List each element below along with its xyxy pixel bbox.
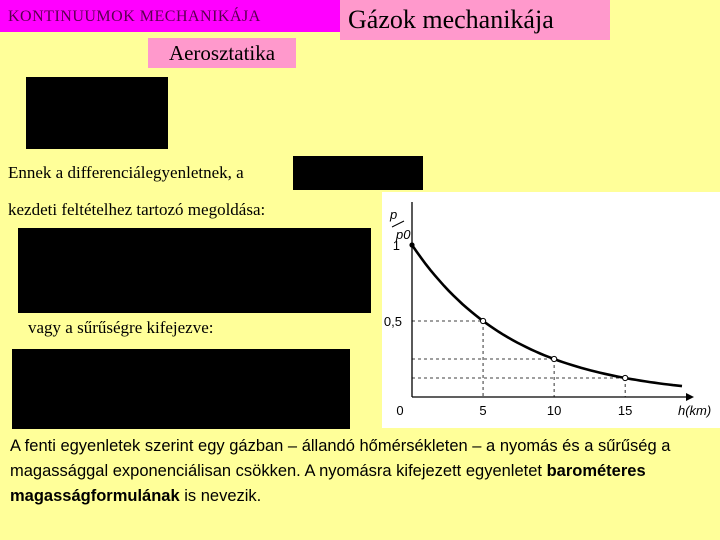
data-point-start	[409, 242, 414, 247]
y-tick-label-half: 0,5	[383, 314, 402, 329]
formula-box-density-solution	[12, 349, 350, 429]
formula-box-initial-condition	[293, 156, 423, 190]
y-axis-label-top: p	[390, 207, 398, 222]
text-line-2: kezdeti feltételhez tartozó megoldása:	[8, 200, 266, 219]
formula-box-differential-equation	[26, 77, 168, 149]
slide-title: Gázok mechanikája	[340, 0, 610, 40]
x-tick-label-15: 15	[617, 403, 633, 418]
slide-subtitle: Aerosztatika	[148, 38, 296, 68]
y-tick-label-one: 1	[392, 238, 400, 253]
origin-label: 0	[396, 403, 404, 418]
text-line-3: vagy a sűrűségre kifejezve:	[28, 318, 214, 337]
x-tick-label-10: 10	[546, 403, 562, 418]
text-line-1: Ennek a differenciálegyenletnek, a	[8, 163, 244, 182]
data-point-2	[623, 375, 628, 380]
data-point-1	[552, 356, 557, 361]
y-axis-label-bottom: p0	[396, 227, 411, 242]
paragraph-text-1: A fenti egyenletek szerint egy gázban – állandó hőmérsékleten – a nyomás és a sűrűség a magassággal exponenciálisan csökken. A nyomásra kifejezett egyenletet	[10, 437, 671, 480]
pressure-height-chart	[382, 192, 720, 428]
x-axis-label: h(km)	[678, 403, 712, 418]
explanation-paragraph	[10, 434, 690, 509]
paragraph-bold-term: barométeres magasságformulának	[10, 462, 646, 505]
x-tick-label-5: 5	[479, 403, 487, 418]
paragraph-text-2: is nevezik.	[179, 487, 262, 505]
data-curve	[412, 245, 682, 386]
data-point-0	[480, 318, 485, 323]
formula-box-pressure-solution	[18, 228, 371, 313]
section-banner: KONTINUUMOK MECHANIKÁJA	[0, 0, 340, 32]
x-axis-arrow	[686, 393, 694, 401]
chart-svg	[382, 192, 720, 428]
